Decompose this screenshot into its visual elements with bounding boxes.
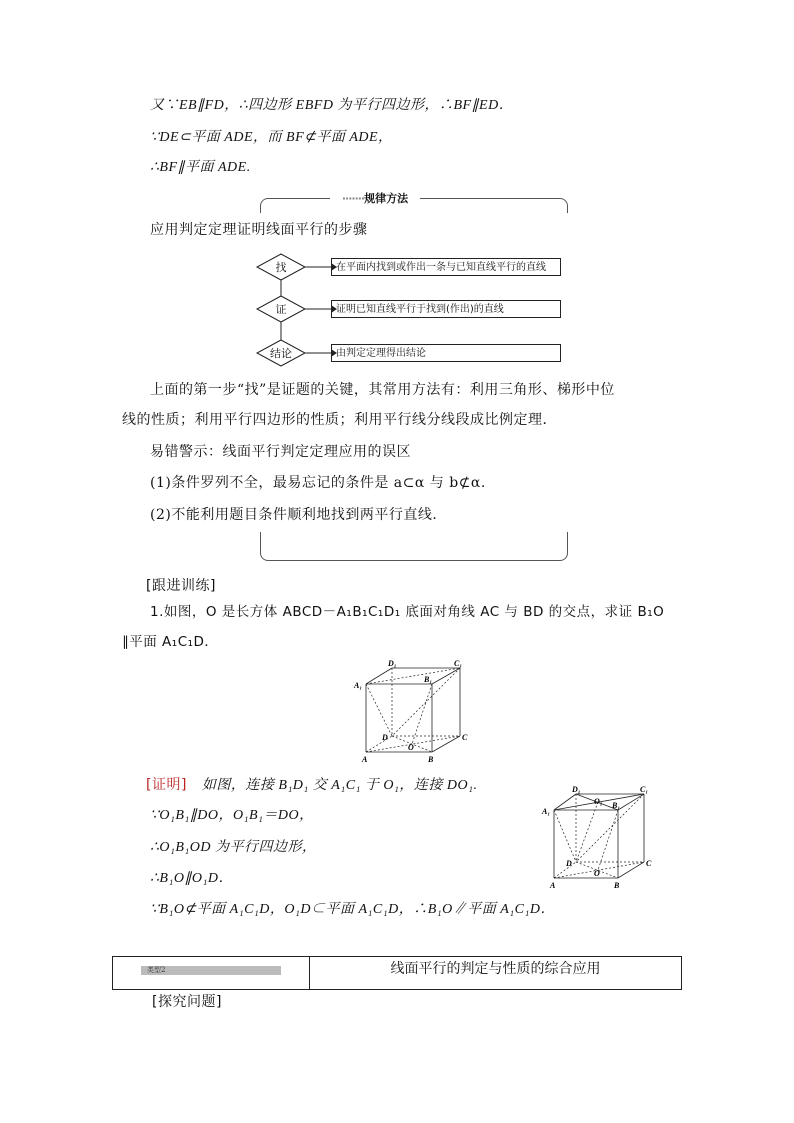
explore-tag: [探究问题] [152,994,222,1010]
step-box-find: 在平面内找到或作出一条与已知直线平行的直线 [331,258,561,276]
step-box-prove: 证明已知直线平行于找到(作出)的直线 [331,300,561,318]
fig1-label-A1: A₁ [354,681,363,690]
method-box-bottom-frame [260,532,568,561]
section-header [112,956,682,990]
warning-item-2: (2)不能利用题目条件顺利地找到两平行直线． [150,507,447,523]
fig2-label-C: C [646,859,652,868]
question-1b: ∥平面 A₁C₁D． [122,634,219,650]
fig1-label-B: B [428,755,434,764]
figure-cuboid-2 [540,784,660,894]
warning-title: 易错警示：线面平行判定定理应用的误区 [150,444,411,460]
proof-line-2: ∵O₁B₁∥DO，O₁B₁＝DO， [150,808,314,823]
fig2-label-A: A [550,881,556,890]
text-line-2: ∵DE⊂平面 ADE，而 BF⊄平面 ADE， [150,130,393,145]
step-label-conclude: 结论 [270,347,292,360]
fig2-label-B1: B₁ [612,801,621,810]
text-line-3: ∴BF∥平面 ADE. [150,160,251,175]
method-box-title: ·······规律方法 [330,190,420,206]
text-line-1: 又∵EB∥FD，∴四边形 EBFD 为平行四边形，∴BF∥ED． [150,98,514,113]
fig2-label-C1: C₁ [640,785,649,794]
proof-line-5: ∵B₁O⊄平面 A₁C₁D，O₁D⊂平面 A₁C₁D，∴B₁O∥平面 A₁C₁D． [150,902,555,917]
fig2-label-D1: D₁ [572,785,581,794]
practice-tag: [跟进训练] [146,578,216,594]
proof-line-4: ∴B₁O∥O₁D． [150,871,234,886]
fig1-label-A: A [362,755,368,764]
fig2-label-O1: O₁ [594,797,603,806]
step-box-conclude: 由判定定理得出结论 [331,344,561,362]
step-label-prove: 证 [275,303,287,316]
step-label-find: 找 [275,261,287,274]
fig2-label-B: B [614,881,620,890]
fig2-label-D: D [566,859,572,868]
proof-line-3: ∴O₁B₁OD 为平行四边形， [150,840,317,855]
fig1-label-B1: B₁ [424,675,433,684]
proof-tag: [证明] [146,777,187,793]
method-para-1b: 线的性质；利用平行四边形的性质；利用平行线分线段成比例定理． [122,412,557,428]
figure-cuboid-1 [352,660,472,770]
fig1-label-C: C [462,733,468,742]
fig1-label-O: O [408,743,414,752]
fig2-label-O: O [594,869,600,878]
section-title: 线面平行的判定与性质的综合应用 [390,961,601,977]
method-para-1a: 上面的第一步“找”是证题的关键，其常用方法有：利用三角形、梯形中位 [150,382,615,398]
question-1a: 1.如图，O 是长方体 ABCD－A₁B₁C₁D₁ 底面对角线 AC 与 BD 的交点，求证 B₁O [150,604,665,620]
fig1-label-D1: D₁ [388,660,397,668]
fig1-label-D: D [382,733,388,742]
proof-line-1: 如图，连接 B₁D₁ 交 A₁C₁ 于 O₁，连接 DO₁. [201,778,478,793]
warning-item-1: (1)条件罗列不全，最易忘记的条件是 a⊂α 与 b⊄α. [150,475,486,491]
section-tag: 类型2 [141,966,281,975]
fig1-label-C1: C₁ [454,660,463,668]
fig2-label-A1: A₁ [542,807,551,816]
proof-block [146,775,477,796]
method-heading: 应用判定定理证明线面平行的步骤 [150,222,368,238]
